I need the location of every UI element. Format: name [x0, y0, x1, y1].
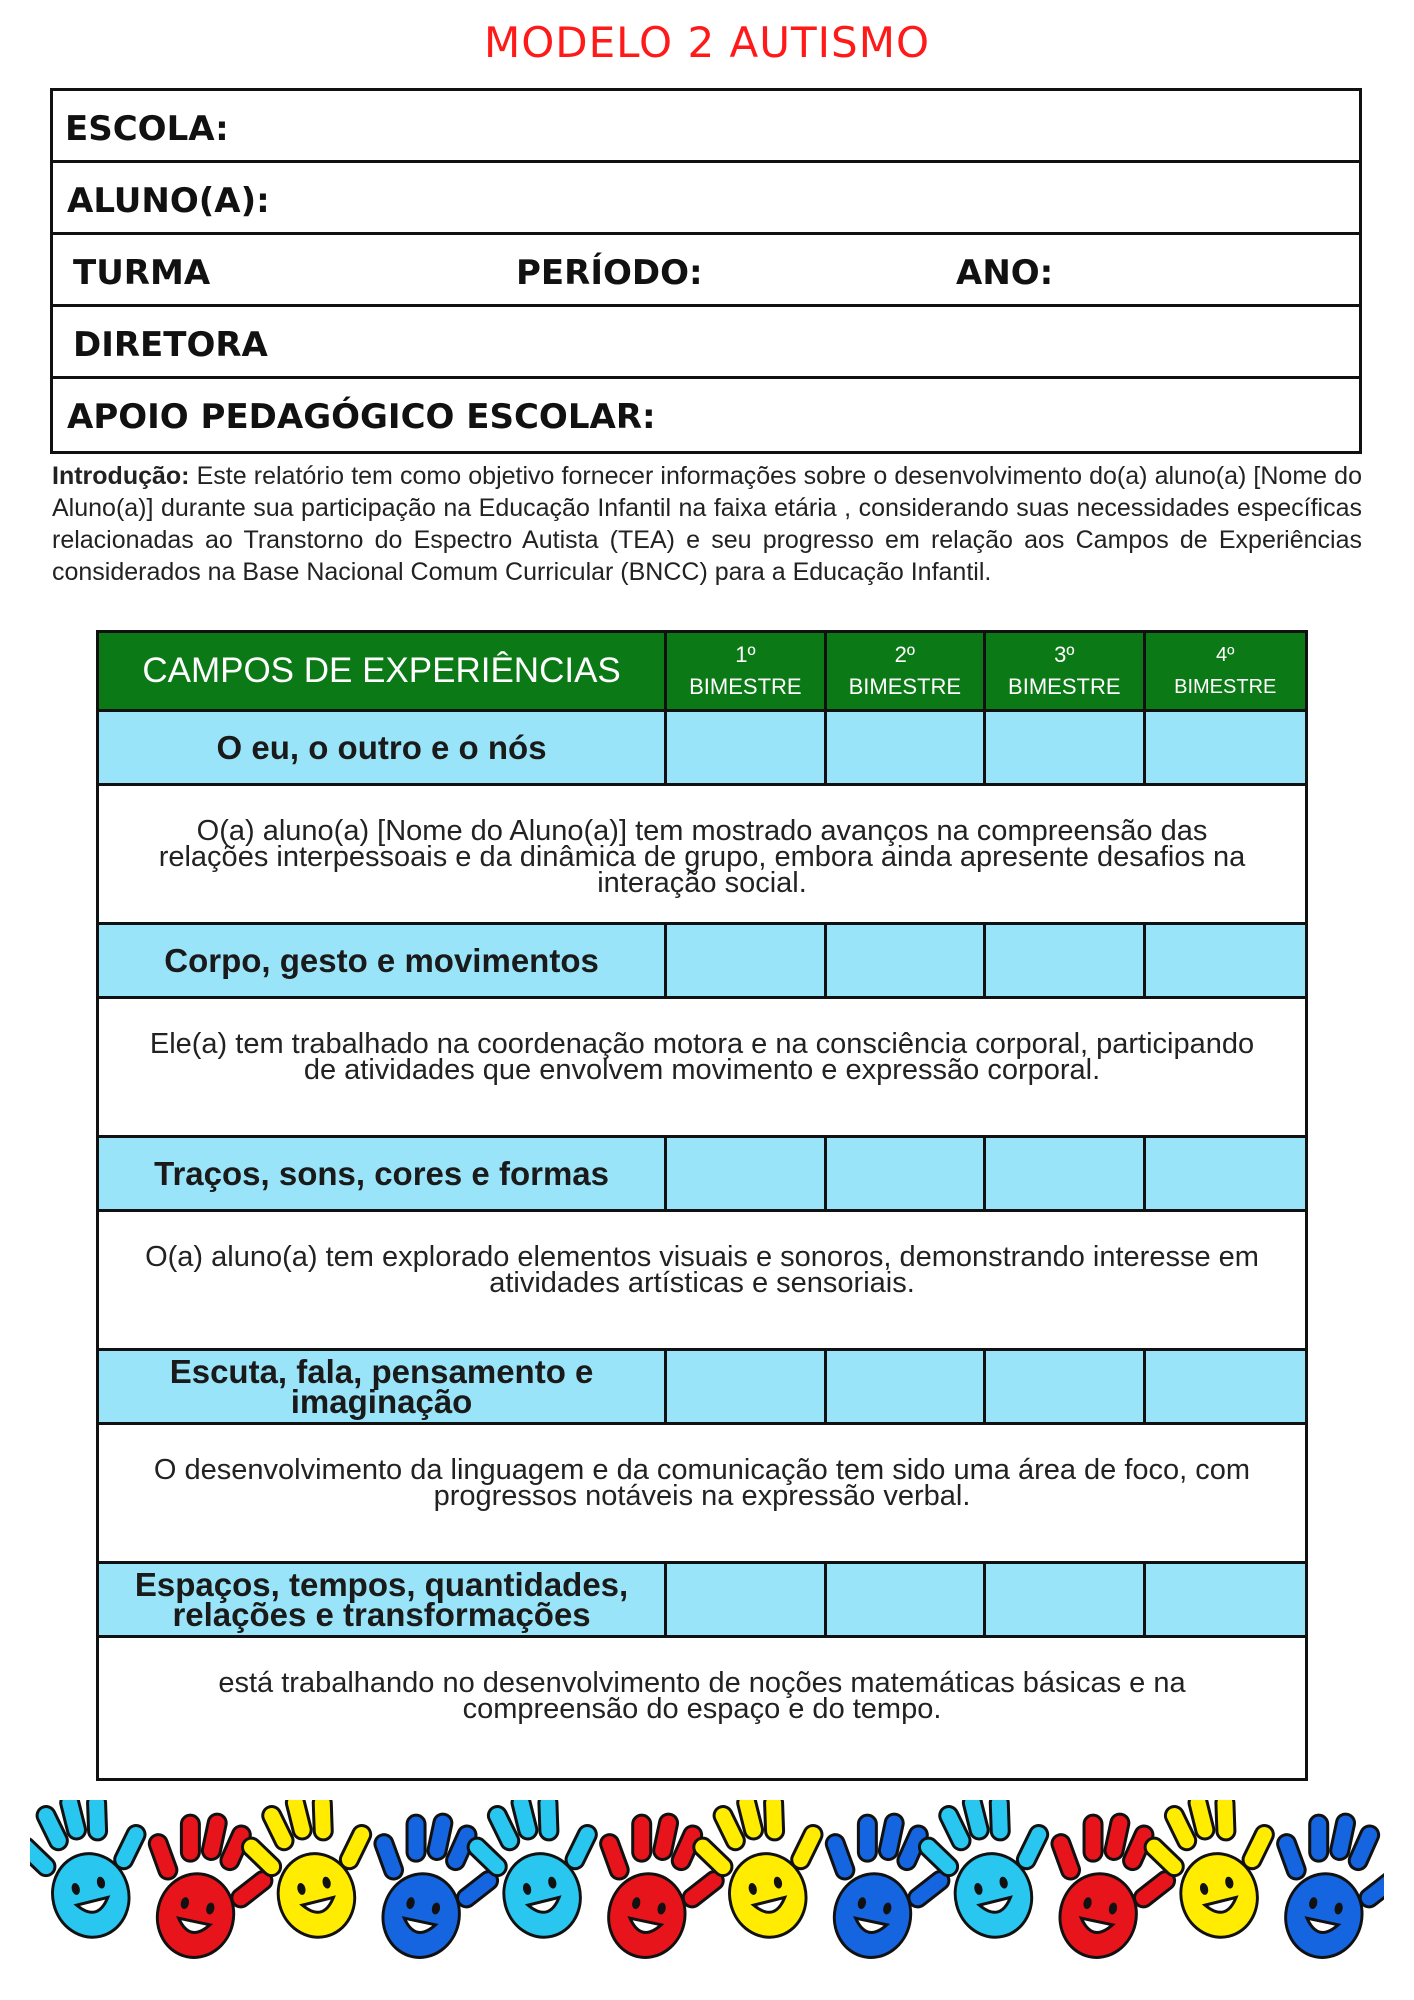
bimester-4-cell[interactable] — [1146, 1138, 1305, 1209]
diretora-label: DIRETORA — [73, 325, 268, 365]
field-description: Ele(a) tem trabalhado na coordenação motora e na consciência corporal, participando de atividades que envolvem movimento e expressão corporal. — [149, 1028, 1255, 1086]
experience-fields-table — [96, 630, 1308, 1781]
smiling-hand-icon — [1253, 1801, 1384, 1972]
bimester-2-cell[interactable] — [827, 1564, 986, 1635]
ano-label: ANO: — [956, 253, 1054, 293]
field-row-eu-outro-nos — [99, 709, 1305, 783]
header-form — [50, 88, 1362, 454]
bimester-1-cell[interactable] — [667, 1564, 826, 1635]
bimester-3-cell[interactable] — [986, 1351, 1145, 1422]
smiling-hand-icon — [801, 1801, 963, 1972]
bimester-1-header — [667, 633, 826, 709]
field-name: Espaços, tempos, quantidades, relações e transformações — [99, 1564, 667, 1635]
turma-row[interactable] — [53, 235, 1359, 307]
introduction-paragraph — [52, 460, 1362, 588]
bimester-2-cell[interactable] — [827, 1351, 986, 1422]
bimester-number: 1º — [735, 642, 756, 667]
table-heading: CAMPOS DE EXPERIÊNCIAS — [99, 633, 667, 709]
bimester-2-cell[interactable] — [827, 1138, 986, 1209]
field-row-tracos-sons — [99, 1135, 1305, 1209]
field-description-row — [99, 783, 1305, 922]
bimester-1-cell[interactable] — [667, 925, 826, 996]
field-description-row — [99, 1635, 1305, 1778]
aluno-label: ALUNO(A): — [67, 181, 270, 221]
smiling-hand-icon — [30, 1800, 170, 1952]
bimester-label: BIMESTRE — [1174, 676, 1277, 698]
field-row-espacos-tempos — [99, 1561, 1305, 1635]
bimester-3-cell[interactable] — [986, 1564, 1145, 1635]
bimester-1-cell[interactable] — [667, 1351, 826, 1422]
bimester-1-cell[interactable] — [667, 712, 826, 783]
smiling-hand-icon — [576, 1801, 738, 1972]
bimester-number: 2º — [894, 642, 915, 667]
smiling-hand-icon — [350, 1801, 512, 1972]
bimester-2-cell[interactable] — [827, 925, 986, 996]
apoio-row[interactable] — [53, 379, 1359, 451]
bimester-label: BIMESTRE — [848, 674, 962, 699]
field-description: O desenvolvimento da linguagem e da comunicação tem sido uma área de foco, com progressos notáveis na expressão verbal. — [153, 1454, 1251, 1512]
bimester-3-cell[interactable] — [986, 1138, 1145, 1209]
intro-text: Este relatório tem como objetivo fornecer informações sobre o desenvolvimento do(a) aluno(a) [Nome do Aluno(a)] durante sua participação na Educação Infantil na faixa etária , considerando suas necessidades específicas relacionadas ao Transtorno do Espectro Autista (TEA) e seu progresso em relação aos Campos de Experiências considerados na Base Nacional Comum Curricular (BNCC) para a Educação Infantil. — [52, 462, 1362, 586]
hands-border — [30, 1800, 1384, 1980]
field-row-corpo-gesto — [99, 922, 1305, 996]
field-description-row — [99, 996, 1305, 1135]
bimester-4-cell[interactable] — [1146, 712, 1305, 783]
turma-label: TURMA — [73, 253, 211, 293]
diretora-row[interactable] — [53, 307, 1359, 379]
intro-label: Introdução: — [52, 462, 190, 490]
bimester-4-cell[interactable] — [1146, 925, 1305, 996]
bimester-4-header — [1146, 633, 1305, 709]
field-description: O(a) aluno(a) tem explorado elementos visuais e sonoros, demonstrando interesse em atividades artísticas e sensoriais. — [145, 1241, 1259, 1299]
bimester-4-cell[interactable] — [1146, 1564, 1305, 1635]
field-name: Corpo, gesto e movimentos — [99, 925, 667, 996]
field-name: Escuta, fala, pensamento e imaginação — [99, 1351, 667, 1422]
smiling-hand-icon — [1027, 1801, 1189, 1972]
bimester-3-header — [986, 633, 1145, 709]
document-title: MODELO 2 AUTISMO — [483, 18, 931, 67]
bimester-number: 3º — [1054, 642, 1075, 667]
bimester-3-cell[interactable] — [986, 712, 1145, 783]
escola-row[interactable] — [53, 91, 1359, 163]
periodo-label: PERÍODO: — [516, 253, 703, 293]
bimester-number: 4º — [1216, 644, 1235, 666]
bimester-3-cell[interactable] — [986, 925, 1145, 996]
table-header — [99, 633, 1305, 709]
field-description: O(a) aluno(a) [Nome do Aluno(a)] tem mostrado avanços na compreensão das relações interpessoais e da dinâmica de grupo, embora ainda apresente desafios na interação social. — [158, 815, 1246, 899]
field-row-escuta-fala — [99, 1348, 1305, 1422]
smiling-hand-icon — [124, 1801, 286, 1972]
bimester-4-cell[interactable] — [1146, 1351, 1305, 1422]
bimester-2-cell[interactable] — [827, 712, 986, 783]
bimester-label: BIMESTRE — [1008, 674, 1121, 699]
field-description: está trabalhando no desenvolvimento de noções matemáticas básicas e na compreensão do espaço e do tempo. — [218, 1667, 1186, 1725]
bimester-label: BIMESTRE — [689, 674, 802, 699]
apoio-label: APOIO PEDAGÓGICO ESCOLAR: — [67, 397, 656, 437]
field-name: Traços, sons, cores e formas — [99, 1138, 667, 1209]
field-description-row — [99, 1209, 1305, 1348]
field-name: O eu, o outro e o nós — [99, 712, 667, 783]
bimester-1-cell[interactable] — [667, 1138, 826, 1209]
escola-label: ESCOLA: — [65, 109, 229, 149]
aluno-row[interactable] — [53, 163, 1359, 235]
bimester-2-header — [827, 633, 986, 709]
field-description-row — [99, 1422, 1305, 1561]
